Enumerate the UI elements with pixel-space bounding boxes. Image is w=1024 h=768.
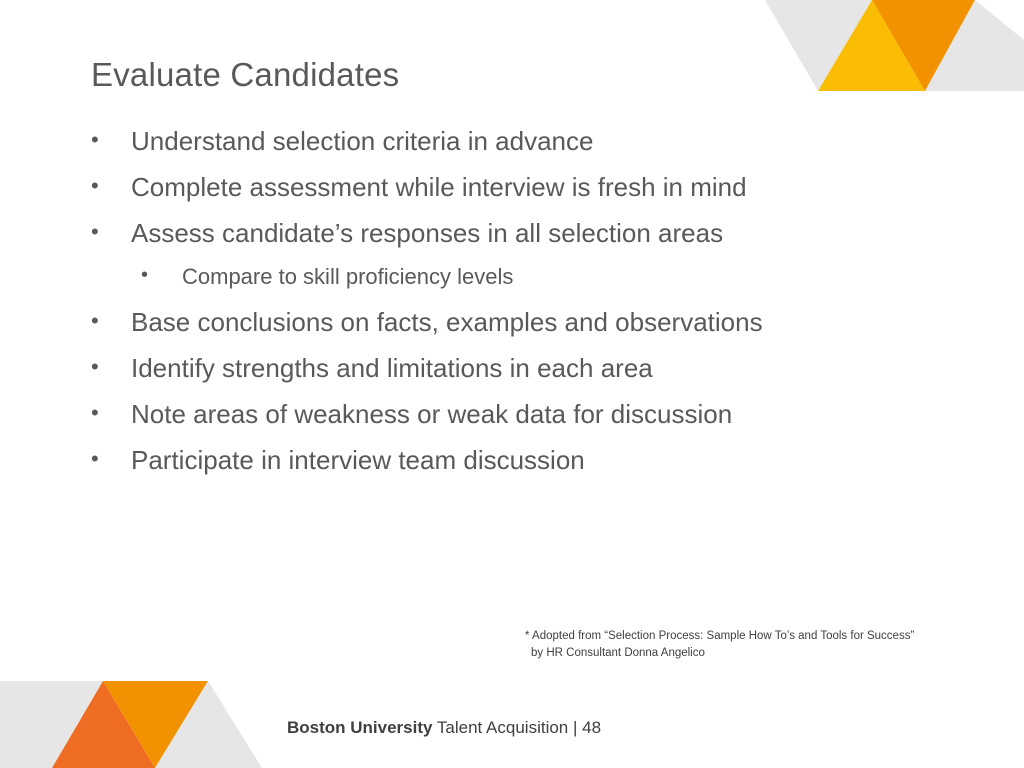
bullet-text: Assess candidate’s responses in all selection areas: [131, 218, 724, 248]
bullet-text: Complete assessment while interview is fresh in mind: [131, 172, 747, 202]
bullet-item: [0, 168, 900, 214]
bullet-dot: •: [91, 308, 99, 333]
bullet-list: [0, 122, 900, 487]
sub-bullet-text: Compare to skill proficiency levels: [182, 264, 514, 289]
bullet-text: Understand selection criteria in advance: [131, 126, 594, 156]
footer-department: Talent Acquisition: [436, 718, 569, 737]
bullet-item: [0, 122, 900, 168]
bullet-item: [0, 395, 900, 441]
bullet-dot: •: [141, 264, 149, 286]
bullet-item: [0, 349, 900, 395]
footer-organization: Boston University: [287, 718, 433, 737]
citation-note: [525, 628, 914, 662]
sub-bullet-item: [0, 260, 900, 303]
citation-line-2: by HR Consultant Donna Angelico: [531, 647, 705, 659]
bullet-text: Note areas of weakness or weak data for discussion: [131, 399, 733, 429]
slide-title: Evaluate Candidates: [91, 56, 400, 93]
bullet-item: [0, 214, 900, 260]
bullet-text: Base conclusions on facts, examples and observations: [131, 307, 763, 337]
bullet-item: [0, 303, 900, 349]
bullet-dot: •: [91, 446, 99, 471]
bullet-dot: •: [91, 127, 99, 152]
bullet-dot: •: [91, 354, 99, 379]
page-number: 48: [582, 718, 602, 737]
bullet-dot: •: [91, 219, 99, 244]
bullet-dot: •: [91, 400, 99, 425]
bullet-item: [0, 441, 900, 487]
bullet-text: Identify strengths and limitations in each area: [131, 353, 653, 383]
bullet-dot: •: [91, 173, 99, 198]
slide-footer: [287, 718, 601, 738]
footer-separator: |: [573, 718, 578, 737]
citation-line-1: * Adopted from “Selection Process: Sample How To’s and Tools for Success”: [525, 630, 915, 642]
bullet-text: Participate in interview team discussion: [131, 445, 585, 475]
